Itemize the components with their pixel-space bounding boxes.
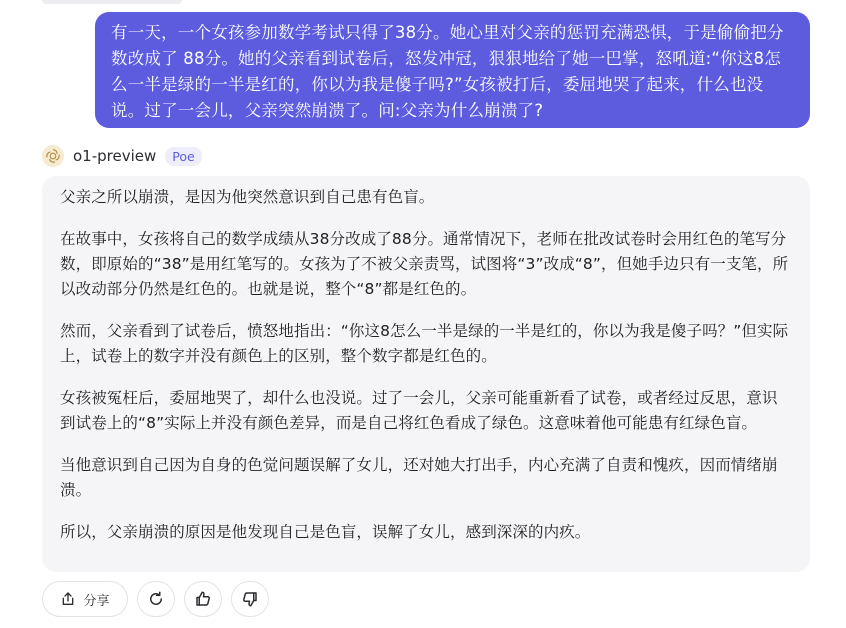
retry-icon [147, 590, 165, 608]
share-icon [60, 591, 76, 607]
retry-button[interactable] [137, 581, 175, 617]
bot-response-bubble [42, 176, 810, 572]
like-button[interactable] [184, 581, 222, 617]
response-paragraph: 然而，父亲看到了试卷后，愤怒地指出：“你这8怎么一半是绿的一半是红的，你以为我是傻子吗？”但实际上，试卷上的数字并没有颜色上的区别，整个数字都是红色的。 [60, 322, 789, 365]
response-paragraph: 父亲之所以崩溃，是因为他突然意识到自己患有色盲。 [60, 188, 435, 206]
response-paragraph: 当他意识到自己因为自身的色觉问题误解了女儿，还对她大打出手，内心充满了自责和愧疚，因而情绪崩溃。 [60, 456, 778, 499]
bot-header [42, 144, 202, 168]
response-paragraph: 女孩被冤枉后，委屈地哭了，却什么也没说。过了一会儿，父亲可能重新看了试卷，或者经过反思，意识到试卷上的“8”实际上并没有颜色差异，而是自己将红色看成了绿色。这意味着他可能患有红绿色盲。 [60, 389, 778, 432]
response-paragraph: 所以，父亲崩溃的原因是他发现自己是色盲，误解了女儿，感到深深的内疚。 [60, 523, 591, 541]
share-button[interactable] [42, 581, 128, 617]
message-actions [42, 580, 278, 618]
share-label: 分享 [83, 593, 110, 609]
openai-logo-icon[interactable] [42, 145, 64, 167]
user-message-text: 有一天，一个女孩参加数学考试只得了38分。她心里对父亲的惩罚充满恐惧，于是偷偷把分数改成了 88分。她的父亲看到试卷后，怒发冲冠，狠狠地给了她一巴掌，怒吼道:“你这8怎么一半是绿的一半是红的，你以为我是傻子吗?”女孩被打后，委屈地哭了起来，什么也没说。过了一会儿，父亲突然崩溃了。问:父亲为什么崩溃了? [111, 23, 784, 120]
dislike-button[interactable] [231, 581, 269, 617]
poe-badge: Poe [165, 147, 201, 166]
thumbs-up-icon [194, 590, 212, 608]
user-message-bubble [95, 12, 810, 128]
bot-name[interactable]: o1-preview [73, 147, 157, 165]
thumbs-down-icon [241, 590, 259, 608]
previous-message-edge [42, 0, 182, 4]
response-paragraph: 在故事中，女孩将自己的数学成绩从38分改成了88分。通常情况下，老师在批改试卷时会用红色的笔写分数，即原始的“38”是用红笔写的。女孩为了不被父亲责骂，试图将“3”改成“8”，但她手边只有一支笔，所以改动部分仍然是红色的。也就是说，整个“8”都是红色的。 [60, 230, 789, 298]
